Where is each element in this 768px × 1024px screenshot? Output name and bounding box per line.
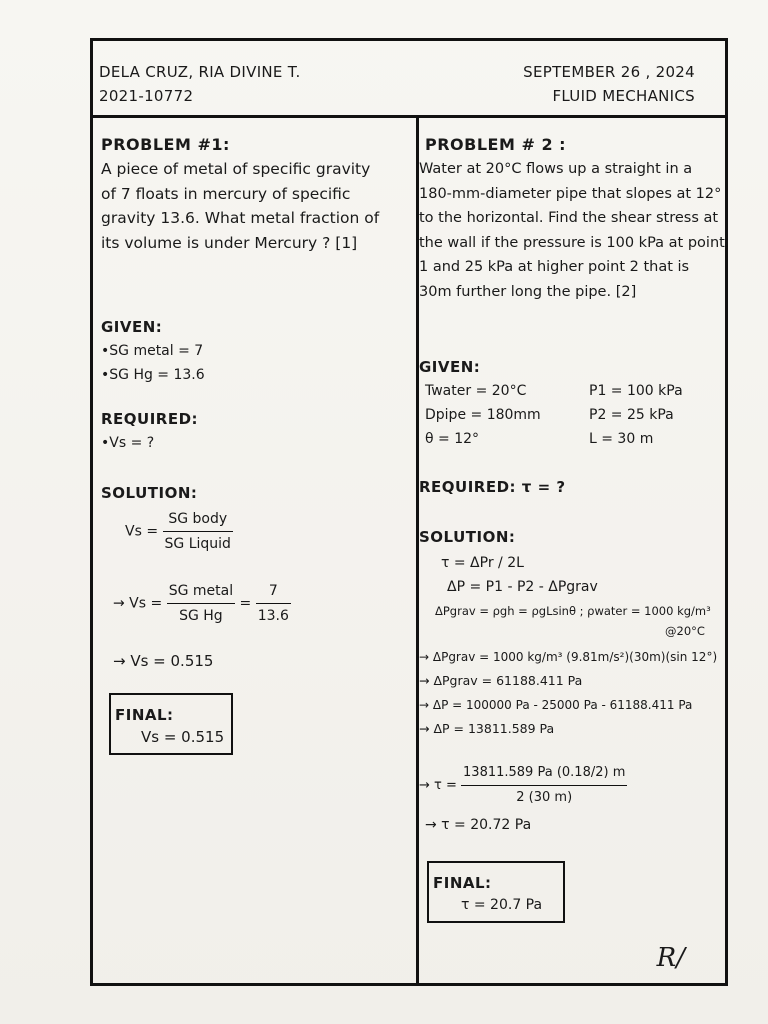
given-theta: θ = 12°	[425, 431, 480, 447]
problem-2-title: PROBLEM # 2 :	[425, 135, 567, 154]
student-name: DELA CRUZ, RIA DIVINE T.	[99, 63, 301, 81]
problem-1-given-label: GIVEN:	[101, 318, 163, 336]
given-p1: P1 = 100 kPa	[589, 383, 683, 399]
problem-2-required: REQUIRED: τ = ?	[419, 478, 566, 496]
formula-numerator: SG body	[163, 507, 233, 532]
solution-line-3: ΔPgrav = ρgh = ρgLsinθ ; ρwater = 1000 kg/m³	[435, 604, 711, 618]
solution-line-8: → ΔP = 13811.589 Pa	[419, 721, 555, 736]
solution-line-6: → ΔPgrav = 61188.411 Pa	[419, 673, 583, 688]
signature-mark: R/	[656, 943, 685, 973]
formula-vs	[125, 507, 233, 556]
problem-1-title: PROBLEM #1:	[101, 135, 230, 154]
problem-2-final-answer: τ = 20.7 Pa	[461, 897, 543, 913]
given-l: L = 30 m	[589, 431, 654, 447]
header	[93, 41, 725, 118]
tau-denominator: 2 (30 m)	[516, 790, 573, 805]
student-number: 2021-10772	[99, 87, 194, 105]
formula-lhs: Vs =	[125, 523, 159, 540]
step-1-fraction	[167, 579, 235, 628]
step-1-numerator: SG metal	[167, 579, 235, 604]
formula-denominator: SG Liquid	[164, 536, 231, 552]
worksheet-frame	[90, 38, 728, 986]
tau-fraction	[461, 761, 627, 810]
solution-line-1: τ = ΔPr / 2L	[441, 555, 524, 571]
problem-1-solution-label: SOLUTION:	[101, 484, 198, 502]
step-1-denominator: SG Hg	[179, 608, 223, 624]
problem-2-statement: Water at 20°C flows up a straight in a 180-mm-diameter pipe that slopes at 12° to the horizontal. Find the shear stress at the wall if the pressure is 100 kPa at point 1 and 25 kPa at higher point 2 that is 30m further long the pipe. [2]	[419, 161, 725, 300]
step-1-fraction-2	[256, 579, 291, 628]
course-title: FLUID MECHANICS	[552, 87, 695, 105]
problem-1-final-answer: Vs = 0.515	[141, 728, 225, 746]
tau-result: → τ = 20.72 Pa	[425, 817, 532, 833]
problem-2-solution-label: SOLUTION:	[419, 528, 516, 546]
problem-2-given-label: GIVEN:	[419, 358, 481, 376]
problem-1-statement: A piece of metal of specific gravity of 7 floats in mercury of specific gravity 13.6. What metal fraction of its volume is under Mercury ? [1]	[101, 160, 380, 252]
solution-line-7: → ΔP = 100000 Pa - 25000 Pa - 61188.411 Pa	[419, 698, 693, 712]
given-sg-hg: •SG Hg = 13.6	[101, 367, 205, 383]
step-1-numerator-2: 7	[256, 579, 291, 604]
problem-1-required: •Vs = ?	[101, 435, 155, 451]
given-p2: P2 = 25 kPa	[589, 407, 674, 423]
step-1-lhs: → Vs =	[113, 595, 163, 612]
solution-line-4: @20°C	[665, 624, 705, 638]
formula-fraction	[163, 507, 233, 556]
given-sg-metal: •SG metal = 7	[101, 343, 204, 359]
step-1	[113, 579, 291, 628]
step-2: → Vs = 0.515	[113, 652, 214, 670]
tau-numerator: 13811.589 Pa (0.18/2) m	[461, 761, 627, 786]
tau-equation	[419, 761, 627, 810]
solution-line-2: ΔP = P1 - P2 - ΔPgrav	[447, 579, 598, 595]
given-t-water: Twater = 20°C	[425, 383, 527, 399]
step-1-equals: =	[239, 595, 252, 612]
problem-1-final-label: FINAL:	[115, 706, 174, 724]
given-d-pipe: Dpipe = 180mm	[425, 407, 541, 423]
problem-2-final-box	[427, 861, 565, 923]
tau-lhs: → τ =	[419, 778, 457, 793]
date: SEPTEMBER 26 , 2024	[523, 63, 695, 81]
problem-1-final-box	[109, 693, 233, 755]
problem-1-required-label: REQUIRED:	[101, 410, 199, 428]
problem-2-final-label: FINAL:	[433, 874, 492, 892]
step-1-denominator-2: 13.6	[257, 608, 289, 624]
solution-line-5: → ΔPgrav = 1000 kg/m³ (9.81m/s²)(30m)(sin 12°)	[419, 650, 718, 664]
